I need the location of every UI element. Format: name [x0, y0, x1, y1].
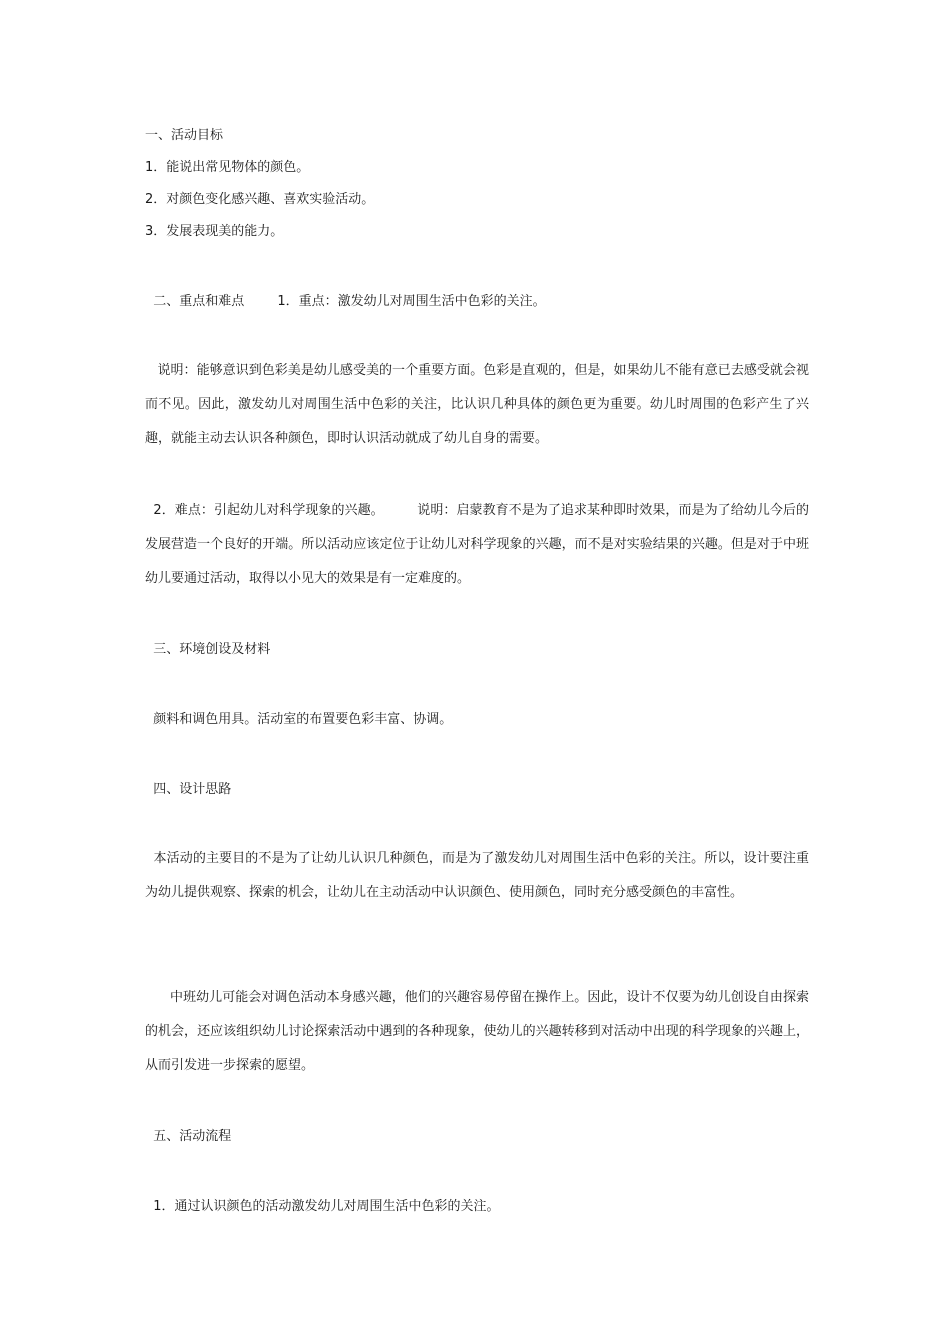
section-heading-environment: 三、环境创设及材料	[145, 642, 271, 657]
goal-item-2: 2．对颜色变化感兴趣、喜欢实验活动。	[145, 192, 375, 207]
goal-item-3: 3．发展表现美的能力。	[145, 224, 284, 239]
design-paragraph-1: 本活动的主要目的不是为了让幼儿认识几种颜色，而是为了激发幼儿对周围生活中色彩的关注。所以，设计要注重为幼儿提供观察、探索的机会，让幼儿在主动活动中认识颜色、使用颜色，同时充分感受颜色的丰富性。	[145, 851, 809, 900]
difficulty-paragraph: 2．难点：引起幼儿对科学现象的兴趣。 说明：启蒙教育不是为了追求某种即时效果，而是为了给幼儿今后的发展营造一个良好的开端。所以活动应该定位于让幼儿对科学现象的兴趣，而不是对实验结果的兴趣。但是对于中班幼儿要通过活动，取得以小见大的效果是有一定难度的。	[145, 503, 809, 586]
section-heading-process: 五、活动流程	[145, 1129, 232, 1144]
section-heading-goals: 一、活动目标	[145, 128, 224, 143]
design-paragraph-2: 中班幼儿可能会对调色活动本身感兴趣，他们的兴趣容易停留在操作上。因此，设计不仅要为幼儿创设自由探索的机会，还应该组织幼儿讨论探索活动中遇到的各种现象，使幼儿的兴趣转移到对活动中出现的科学现象的兴趣上，从而引发进一步探索的愿望。	[145, 990, 809, 1073]
section-heading-key-points: 二、重点和难点 1．重点：激发幼儿对周围生活中色彩的关注。	[145, 294, 546, 309]
section-heading-design: 四、设计思路	[145, 782, 232, 797]
goal-item-1: 1．能说出常见物体的颜色。	[145, 160, 310, 175]
process-step-1: 1．通过认识颜色的活动激发幼儿对周围生活中色彩的关注。	[145, 1199, 500, 1214]
environment-text: 颜料和调色用具。活动室的布置要色彩丰富、协调。	[145, 712, 453, 727]
key-point-explanation: 说明：能够意识到色彩美是幼儿感受美的一个重要方面。色彩是直观的，但是，如果幼儿不能有意已去感受就会视而不见。因此，激发幼儿对周围生活中色彩的关注，比认识几种具体的颜色更为重要。幼儿时周围的色彩产生了兴趣，就能主动去认识各种颜色，即时认识活动就成了幼儿自身的需要。	[145, 363, 809, 446]
